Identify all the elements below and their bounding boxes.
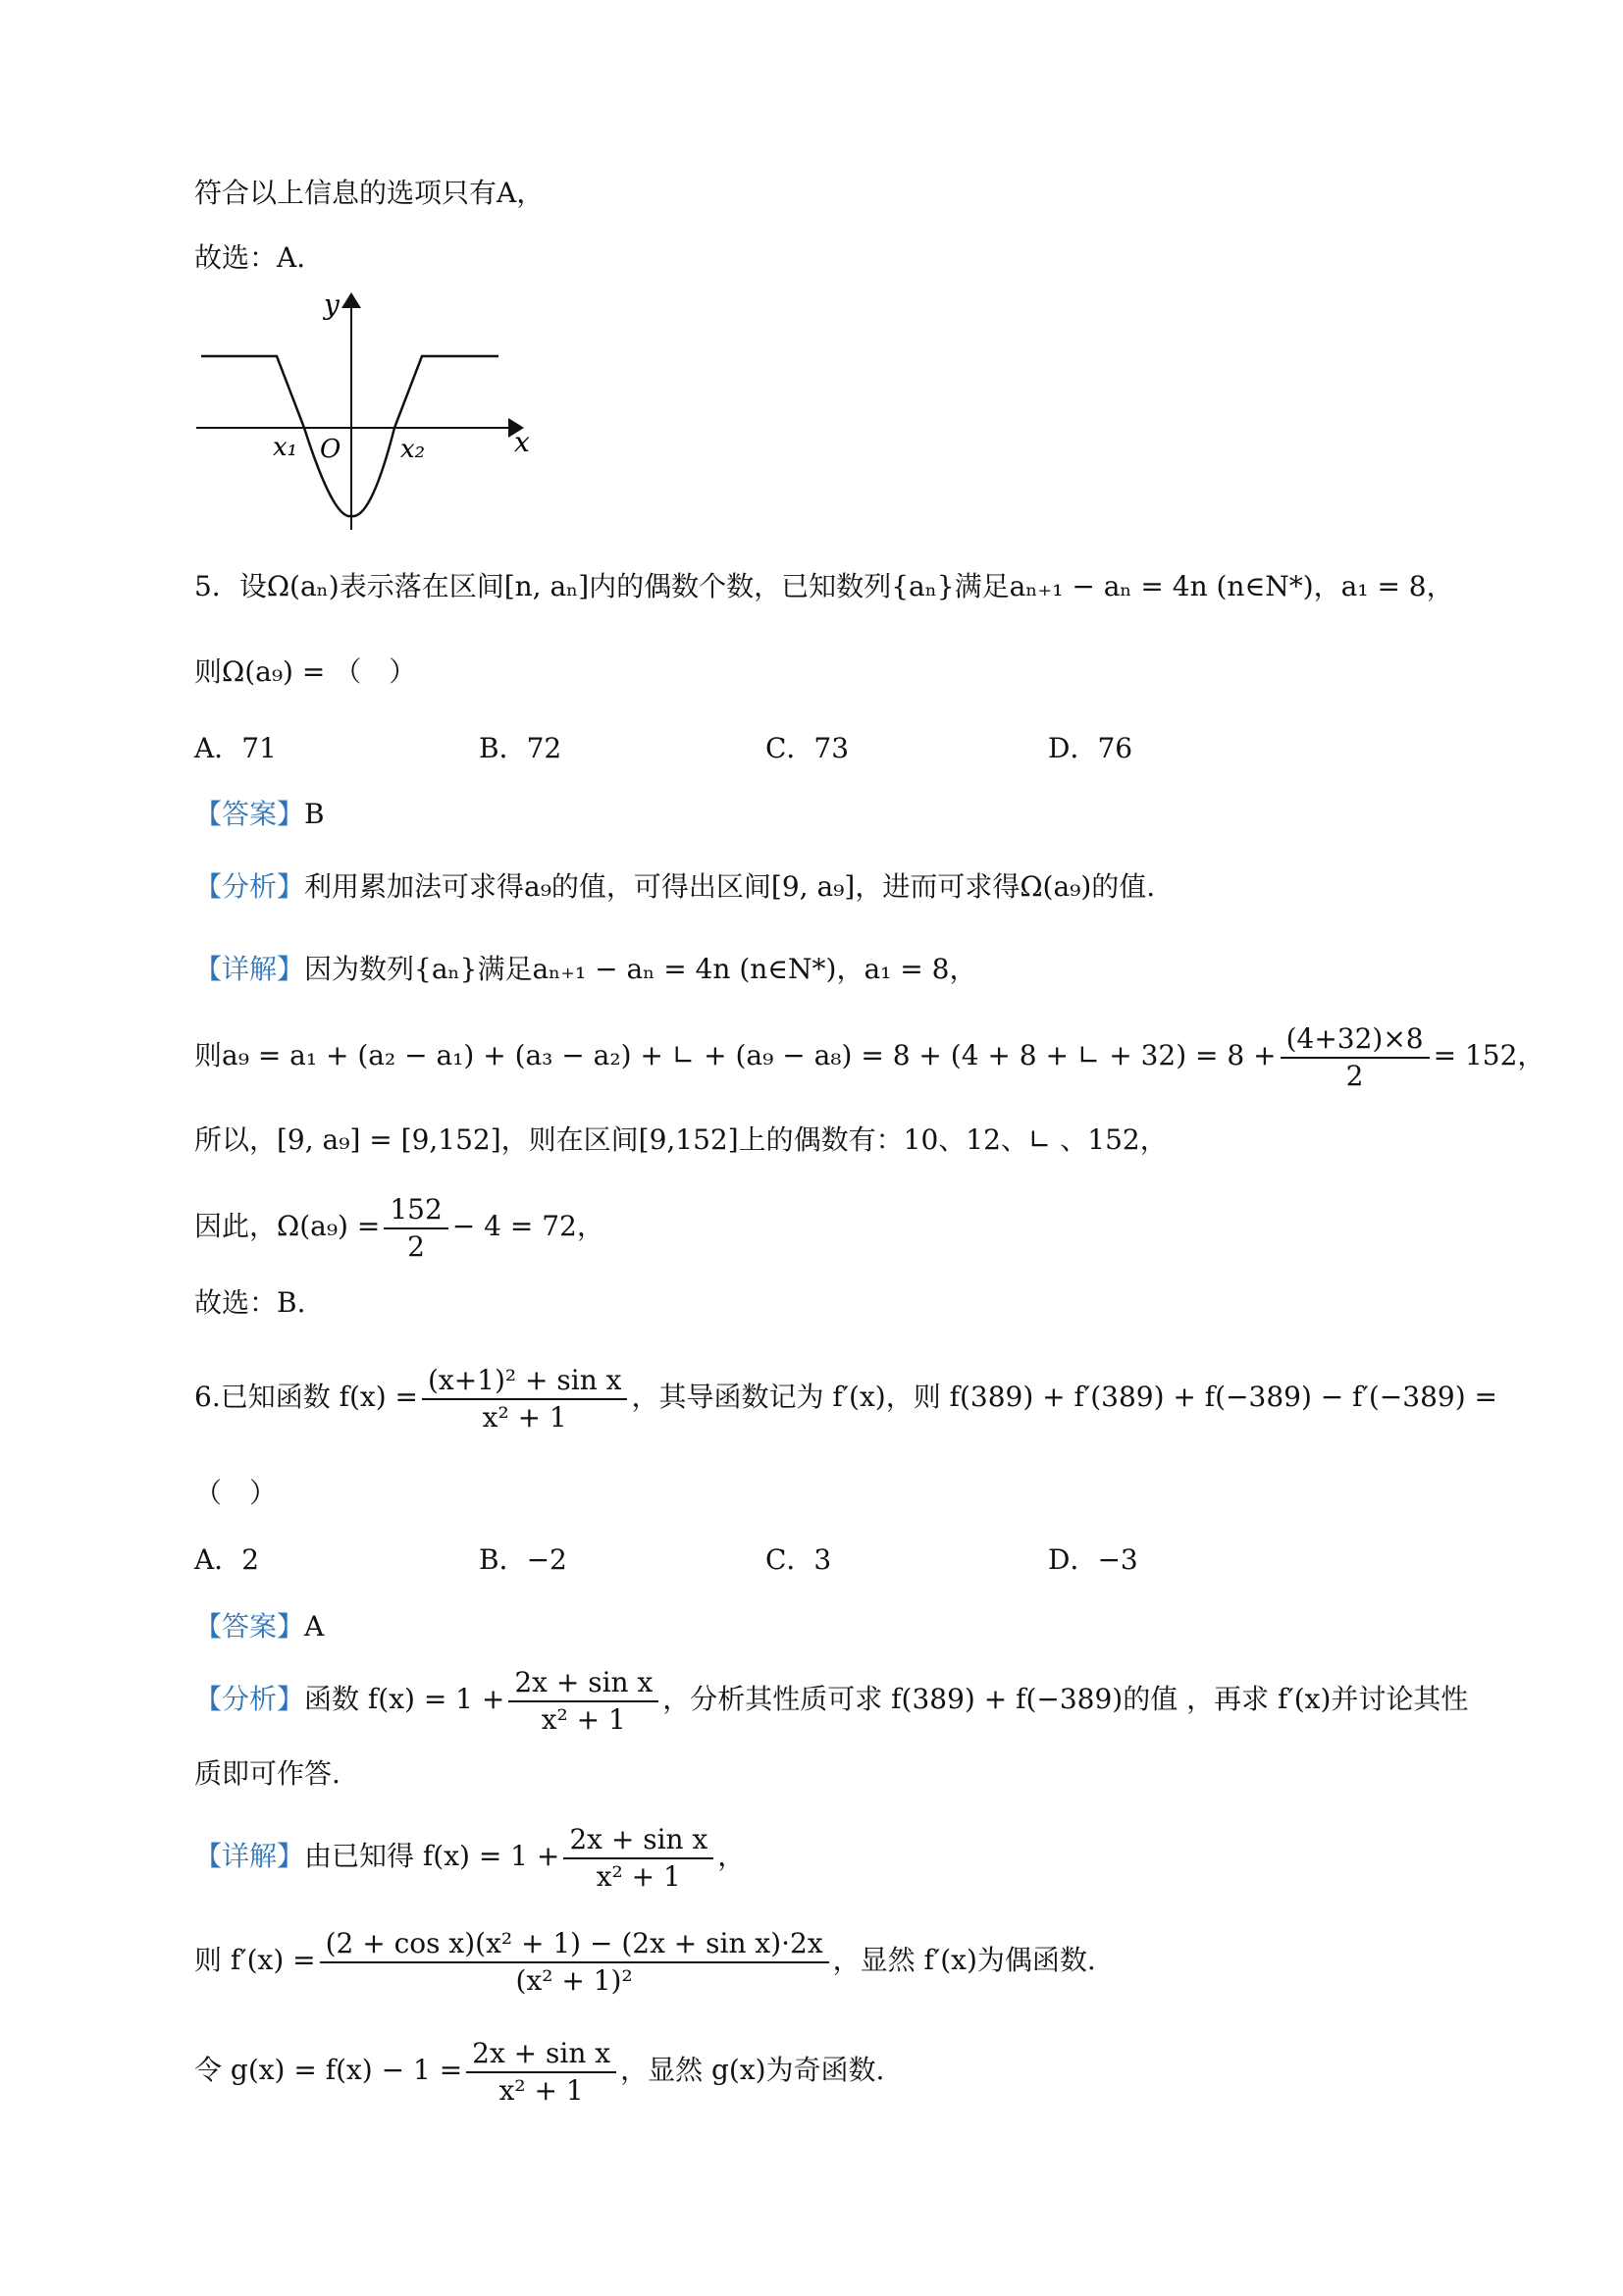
q5-conclusion: 故选：B. [194,1286,306,1319]
q5-number: 5．设 [194,570,267,602]
q6-option-c: C．3 [765,1543,832,1576]
q6-g-a: 令 g(x) = f(x) − 1 = [194,2054,463,2086]
y-label: y [324,288,340,321]
q5-option-d: D．76 [1048,732,1133,764]
q6-option-b: B．−2 [479,1543,567,1576]
answer-label: 【答案】 [194,1610,305,1643]
q6-option-d: D．−3 [1048,1543,1138,1576]
analysis-label: 【分析】 [194,1683,305,1715]
x2-label: x₂ [400,435,426,464]
function-graph [186,285,540,540]
q6-stem-fraction [422,1363,627,1435]
q5-sum-text: 则a₉ = a₁ + (a₂ − a₁) + (a₃ − a₂) + ∟ + (a₉ − a₈) = 8 + (4 + 8 + ∟ + 32) = 8 + [194,1039,1277,1071]
curve [201,356,498,516]
q5-sum-num: (4+32)×8 [1281,1021,1430,1059]
q6-stem-den: x² + 1 [482,1400,567,1434]
q6-g-den: x² + 1 [498,2073,584,2107]
q6-derivative-den: (x² + 1)² [515,1963,633,1997]
q6-detail-num: 2x + sin x [563,1822,713,1859]
q6-answer [194,1605,324,1648]
detail-label: 【详解】 [194,953,305,985]
q6-answer-value: A [304,1610,325,1643]
q6-analysis-cont: 质即可作答. [194,1757,340,1790]
q6-stem [194,1358,1497,1436]
q5-stem-text: Ω(aₙ)表示落在区间[n, aₙ]内的偶数个数，已知数列{aₙ}满足aₙ₊₁ − aₙ = 4n (n∈N*)，a₁ = 8， [266,570,1454,602]
q6-derivative-line [194,1921,1096,2000]
q6-analysis-a: 函数 f(x) = 1 + [304,1683,505,1715]
q6-analysis-b: ，分析其性质可求 f(389) + f(−389)的值 ，再求 f′(x)并讨论其性 [662,1683,1469,1715]
q6-derivative-fraction [320,1926,829,1999]
answer-label: 【答案】 [194,798,305,830]
q5-sum-result: = 152， [1433,1039,1545,1071]
q6-detail-a: 由已知得 f(x) = 1 + [304,1840,560,1872]
x-label: x [514,426,530,458]
origin-label: O [320,435,341,464]
q5-analysis-text: 利用累加法可求得a₉的值，可得出区间[9, a₉]，进而可求得Ω(a₉)的值. [304,870,1156,903]
q5-interval-line: 所以，[9, a₉] = [9,152]，则在区间[9,152]上的偶数有：10、12、∟ 、152， [194,1123,1168,1156]
q6-g-line [194,2031,884,2110]
q6-derivative-num: (2 + cos x)(x² + 1) − (2x + sin x)·2x [320,1926,829,1963]
q6-g-fraction [466,2036,616,2109]
q5-count-result: − 4 = 72， [451,1210,604,1242]
q5-answer-value: B [304,798,325,830]
text-line-1: 符合以上信息的选项只有A， [194,177,545,209]
q5-analysis [194,865,1155,909]
q6-detail [194,1817,745,1896]
q5-detail-text: 因为数列{aₙ}满足aₙ₊₁ − aₙ = 4n (n∈N*)，a₁ = 8， [304,953,977,985]
q6-analysis-fraction [508,1665,658,1738]
q6-detail-b: ， [717,1840,746,1872]
q5-question: 则Ω(a₉) = （ ） [194,655,417,688]
q5-detail [194,948,976,991]
q6-stem-a: 6.已知函数 f(x) = [194,1381,418,1413]
q6-derivative-b: ，显然 f′(x)为偶函数. [832,1944,1096,1976]
q6-g-b: ，显然 g(x)为奇函数. [620,2054,885,2086]
q5-sum-line [194,1017,1544,1095]
text-line-2: 故选：A. [194,241,306,274]
q5-count-den: 2 [407,1229,425,1263]
x1-label: x₁ [273,433,298,462]
q5-count-num: 152 [384,1192,447,1229]
q6-detail-den: x² + 1 [596,1859,681,1893]
q5-sum-den: 2 [1345,1059,1364,1092]
q5-option-a: A．71 [194,732,277,764]
q6-g-num: 2x + sin x [466,2036,616,2073]
q5-answer [194,793,325,836]
q5-count-line [194,1187,604,1266]
q6-detail-fraction [563,1822,713,1895]
q5-option-b: B．72 [479,732,562,764]
q6-analysis-den: x² + 1 [541,1702,626,1736]
analysis-label: 【分析】 [194,870,305,903]
q5-option-c: C．73 [765,732,850,764]
q5-stem [194,565,1454,608]
q6-analysis-num: 2x + sin x [508,1665,658,1702]
detail-label: 【详解】 [194,1840,305,1872]
q6-stem-b: ，其导函数记为 f′(x)，则 f(389) + f′(389) + f(−389) − f′(−389) = [631,1381,1497,1413]
q5-count-text: 因此，Ω(a₉) = [194,1210,381,1242]
q6-analysis [194,1660,1468,1739]
q6-option-a: A．2 [194,1543,260,1576]
q5-sum-fraction [1281,1021,1430,1094]
q6-stem-num: (x+1)² + sin x [422,1363,627,1400]
q6-derivative-a: 则 f′(x) = [194,1944,316,1976]
q5-count-fraction [384,1192,447,1265]
q6-question: （ ） [194,1477,278,1509]
